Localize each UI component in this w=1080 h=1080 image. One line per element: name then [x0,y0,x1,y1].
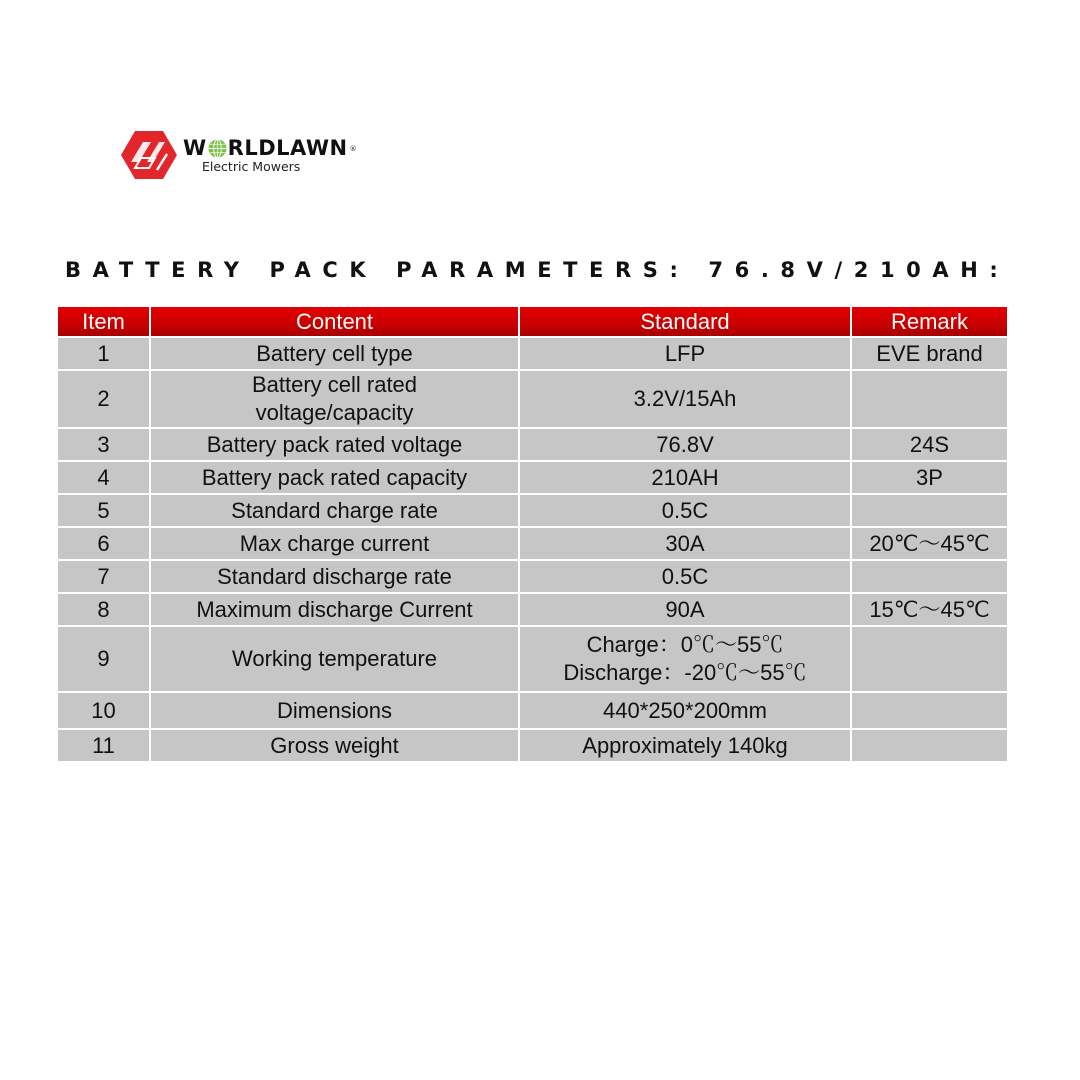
cell-standard: 0.5C [520,495,850,526]
cell-remark [852,627,1007,691]
cell-standard: 210AH [520,462,850,493]
cell-remark [852,693,1007,728]
table-row [58,528,1007,559]
table-row [58,594,1007,625]
cell-standard-line: Discharge：-20℃～55℃ [563,660,807,685]
table-row [58,495,1007,526]
header-standard: Standard [520,307,850,336]
cell-standard: Approximately 140kg [520,730,850,761]
cell-remark: EVE brand [852,338,1007,369]
cell-content-line: voltage/capacity [255,400,414,425]
worldlawn-hexagon-logo-icon [121,130,177,180]
table-row [58,462,1007,493]
table-row [58,429,1007,460]
cell-content: Max charge current [151,528,518,559]
cell-content: Standard charge rate [151,495,518,526]
worldlawn-logo [121,130,357,180]
cell-standard-line: Charge：0℃～55℃ [586,632,784,657]
cell-content: Gross weight [151,730,518,761]
cell-content [151,371,518,427]
table-header-row [58,307,1007,336]
cell-remark [852,495,1007,526]
cell-standard [520,627,850,691]
cell-standard: 76.8V [520,429,850,460]
header-content: Content [151,307,518,336]
cell-content-line: Battery cell rated [251,372,418,397]
cell-content: Standard discharge rate [151,561,518,592]
battery-parameters-table [56,305,1009,763]
registered-mark: ® [349,145,358,153]
cell-content: Battery cell type [151,338,518,369]
cell-remark [852,561,1007,592]
cell-standard: 90A [520,594,850,625]
cell-item: 6 [58,528,149,559]
cell-remark [852,730,1007,761]
cell-item: 8 [58,594,149,625]
cell-content: Battery pack rated capacity [151,462,518,493]
globe-icon [208,139,227,158]
table-row [58,693,1007,728]
cell-item: 9 [58,627,149,691]
brand-name [183,136,357,160]
cell-content: Working temperature [151,627,518,691]
cell-standard: 3.2V/15Ah [520,371,850,427]
cell-remark: 24S [852,429,1007,460]
cell-item: 7 [58,561,149,592]
cell-item: 11 [58,730,149,761]
cell-content: Maximum discharge Current [151,594,518,625]
brand-letters-rest: RLDLAWN [227,136,348,160]
brand-letter-w: W [183,136,207,160]
cell-item: 1 [58,338,149,369]
cell-item: 4 [58,462,149,493]
cell-remark [852,371,1007,427]
cell-remark: 15℃～45℃ [852,594,1007,625]
cell-item: 3 [58,429,149,460]
header-item: Item [58,307,149,336]
table-row [58,730,1007,761]
cell-content: Battery pack rated voltage [151,429,518,460]
header-remark: Remark [852,307,1007,336]
table-row [58,561,1007,592]
table-row [58,371,1007,427]
page-title: BATTERY PACK PARAMETERS: 76.8V/210AH: [65,258,1010,282]
cell-item: 10 [58,693,149,728]
table-row [58,338,1007,369]
cell-remark: 20℃～45℃ [852,528,1007,559]
cell-standard: 440*250*200mm [520,693,850,728]
table-row [58,627,1007,691]
cell-standard: 30A [520,528,850,559]
brand-tagline: Electric Mowers [202,159,301,174]
cell-content: Dimensions [151,693,518,728]
cell-item: 5 [58,495,149,526]
cell-remark: 3P [852,462,1007,493]
cell-standard: LFP [520,338,850,369]
cell-standard: 0.5C [520,561,850,592]
cell-item: 2 [58,371,149,427]
